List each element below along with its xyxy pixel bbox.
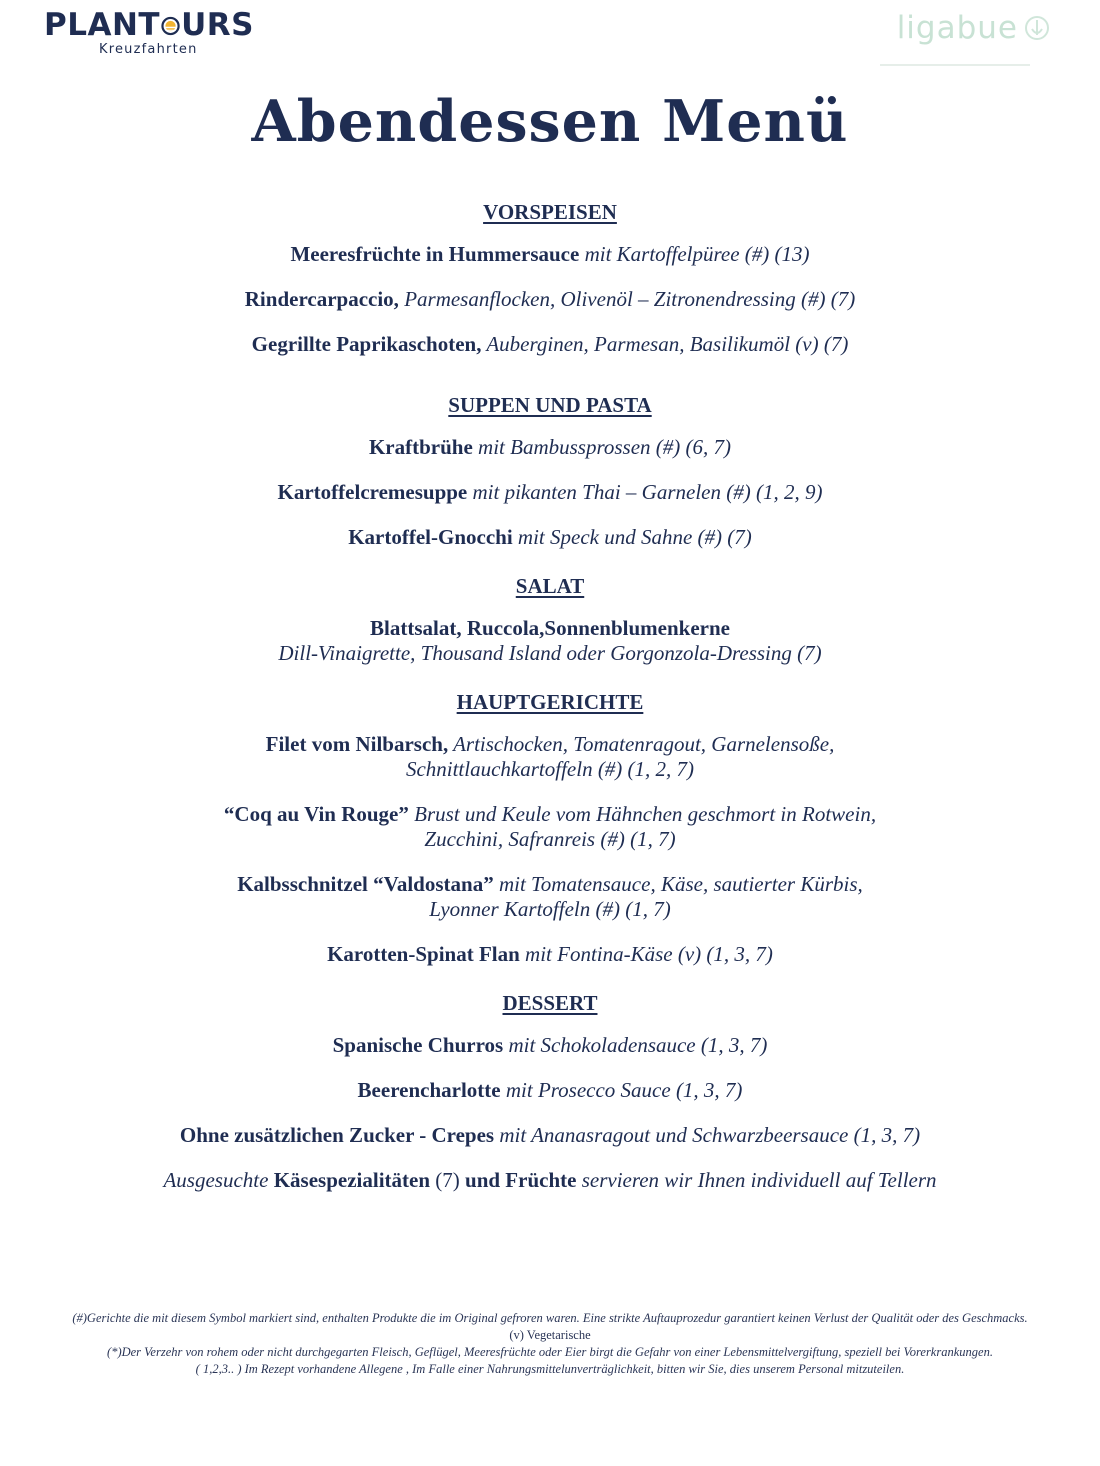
footnote-raw-food: (*)Der Verzehr von rohem oder nicht durchgegarten Fleisch, Geflügel, Meeresfrüchte oder Eier birgt die Gefahr von einer Lebensmittelvergiftung, speziell bei Vorerkrankungen.	[107, 1345, 993, 1359]
dish-kaese-fruechte: Ausgesuchte Käsespezialitäten (7) und Früchte servieren wir Ihnen individuell auf Tellern	[163, 1168, 937, 1192]
brand-text-part2: URS	[181, 7, 254, 43]
section-title-salat: SALAT	[515, 574, 585, 598]
dish-kartoffelcremesuppe: Kartoffelcremesuppe mit pikanten Thai – Garnelen (#) (1, 2, 9)	[277, 480, 823, 504]
ligabue-text: ligabue	[896, 10, 1018, 46]
ligabue-logo	[850, 10, 1050, 70]
ligabue-tagline-mark	[880, 63, 1030, 67]
footnote-allergens: ( 1,2,3.. ) Im Rezept vorhandene Allegene , Im Falle einer Nahrungsmittelunverträglichkeit, bitten wir Sie, dies unserem Personal mitzuteilen.	[195, 1362, 905, 1376]
dish-kraftbruehe: Kraftbrühe mit Bambussprossen (#) (6, 7)	[368, 435, 732, 459]
plantours-brand	[44, 8, 254, 42]
brand-subtitle: Kreuzfahrten	[99, 42, 198, 57]
dish-paprikaschoten: Gegrillte Paprikaschoten, Auberginen, Parmesan, Basilikumöl (v) (7)	[251, 332, 849, 356]
dish-gnocchi: Kartoffel-Gnocchi mit Speck und Sahne (#) (7)	[348, 525, 752, 549]
dish-churros: Spanische Churros mit Schokoladensauce (1, 3, 7)	[332, 1033, 768, 1057]
footnote-vegetarian: (v) Vegetarische	[509, 1328, 591, 1342]
section-title-dessert: DESSERT	[502, 991, 598, 1015]
ligabue-tagline	[850, 60, 1030, 70]
ligabue-emblem-icon	[1024, 15, 1050, 41]
dish-beerencharlotte: Beerencharlotte mit Prosecco Sauce (1, 3, 7)	[357, 1078, 743, 1102]
brand-text-part1: PLANT	[44, 7, 161, 43]
sun-logo-icon	[161, 13, 180, 39]
dish-meeresfruechte: Meeresfrüchte in Hummersauce mit Kartoffelpüree (#) (13)	[290, 242, 810, 266]
section-title-haupt: HAUPTGERICHTE	[456, 690, 644, 714]
dish-nilbarsch: Filet vom Nilbarsch, Artischocken, Tomatenragout, Garnelensoße,	[265, 732, 835, 756]
dish-coq-au-vin: “Coq au Vin Rouge” Brust und Keule vom Hähnchen geschmort in Rotwein,	[223, 802, 877, 826]
section-title-suppen: SUPPEN UND PASTA	[448, 393, 652, 417]
plantours-logo	[44, 8, 254, 57]
dish-nilbarsch-line2: Schnittlauchkartoffeln (#) (1, 2, 7)	[405, 757, 695, 781]
dish-karotten-flan: Karotten-Spinat Flan mit Fontina-Käse (v) (1, 3, 7)	[327, 942, 773, 966]
dish-kalbsschnitzel-line2: Lyonner Kartoffeln (#) (1, 7)	[429, 897, 671, 921]
dish-blattsalat-dressing: Dill-Vinaigrette, Thousand Island oder Gorgonzola-Dressing (7)	[278, 641, 822, 665]
dish-kalbsschnitzel: Kalbsschnitzel “Valdostana” mit Tomatensauce, Käse, sautierter Kürbis,	[237, 872, 863, 896]
dish-coq-au-vin-line2: Zucchini, Safranreis (#) (1, 7)	[424, 827, 676, 851]
menu-title: Abendessen Menü	[251, 88, 849, 155]
footnote-frozen: (#)Gerichte die mit diesem Symbol markiert sind, enthalten Produkte die im Original gefroren waren. Eine strikte Auftauprozedur garantiert keinen Verlust der Qualität oder des Geschmacks.	[72, 1311, 1028, 1325]
menu-body	[0, 198, 1100, 1193]
footnotes	[60, 1310, 1040, 1378]
dish-rindercarpaccio: Rindercarpaccio, Parmesanflocken, Olivenöl – Zitronendressing (#) (7)	[244, 287, 856, 311]
dish-crepes: Ohne zusätzlichen Zucker - Crepes mit Ananasragout und Schwarzbeersauce (1, 3, 7)	[179, 1123, 921, 1147]
section-title-vorspeisen: VORSPEISEN	[483, 200, 617, 224]
dish-blattsalat: Blattsalat, Ruccola,Sonnenblumenkerne	[370, 616, 730, 640]
